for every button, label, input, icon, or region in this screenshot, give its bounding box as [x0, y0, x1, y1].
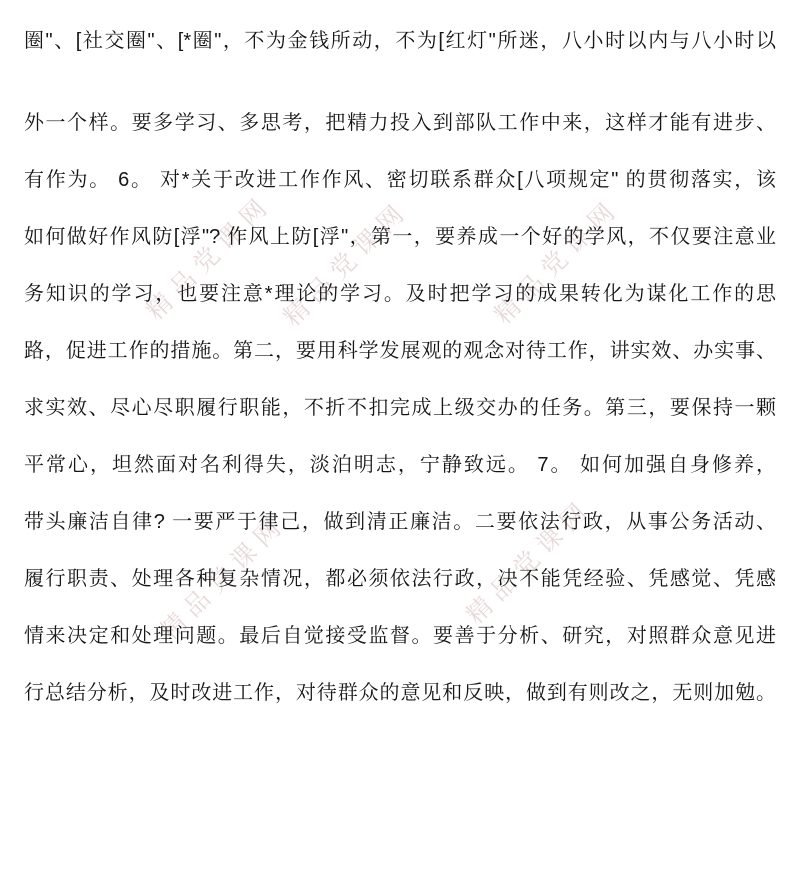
watermark-text: 精品党课网	[489, 193, 626, 330]
text-line: 外一个样。要多学习、多思考，把精力投入到部队工作中来，这样才能有进步、	[24, 112, 776, 134]
text-line: 圈"、[社交圈"、[*圈"，不为金钱所动，不为[红灯"所迷，八小时以内与八小时以	[24, 30, 776, 52]
text-line: 履行职责、处理各种复杂情况，都必须依法行政，决不能凭经验、凭感觉、凭感	[24, 568, 776, 590]
text-line: 平常心，坦然面对名利得失，淡泊明志，宁静致远。 7。 如何加强自身修养，	[24, 454, 776, 476]
text-line: 带头廉洁自律? 一要严于律己，做到清正廉洁。二要依法行政，从事公务活动、	[24, 511, 776, 533]
text-line: 行总结分析，及时改进工作，对待群众的意见和反映，做到有则改之，无则加勉。	[24, 682, 776, 704]
text-line: 有作为。 6。 对*关于改进工作作风、密切联系群众[八项规定" 的贯彻落实，该	[24, 169, 776, 191]
text-line: 求实效、尽心尽职履行职能，不折不扣完成上级交办的任务。第三，要保持一颗	[24, 397, 776, 419]
watermark-text: 精品党课网	[155, 509, 292, 646]
watermark-text: 精品党课网	[461, 493, 598, 630]
watermark-text: 精品党课网	[141, 189, 278, 326]
watermark-text: 精品党课网	[278, 195, 415, 332]
text-line: 务知识的学习，也要注意*理论的学习。及时把学习的成果转化为谋化工作的思	[24, 283, 776, 305]
text-line: 路，促进工作的措施。第二，要用科学发展观的观念对待工作，讲实效、办实事、	[24, 340, 776, 362]
text-line: 如何做好作风防[浮"? 作风上防[浮"，第一，要养成一个好的学风，不仅要注意业	[24, 226, 776, 248]
text-line: 情来决定和处理问题。最后自觉接受监督。要善于分析、研究，对照群众意见进	[24, 625, 776, 647]
